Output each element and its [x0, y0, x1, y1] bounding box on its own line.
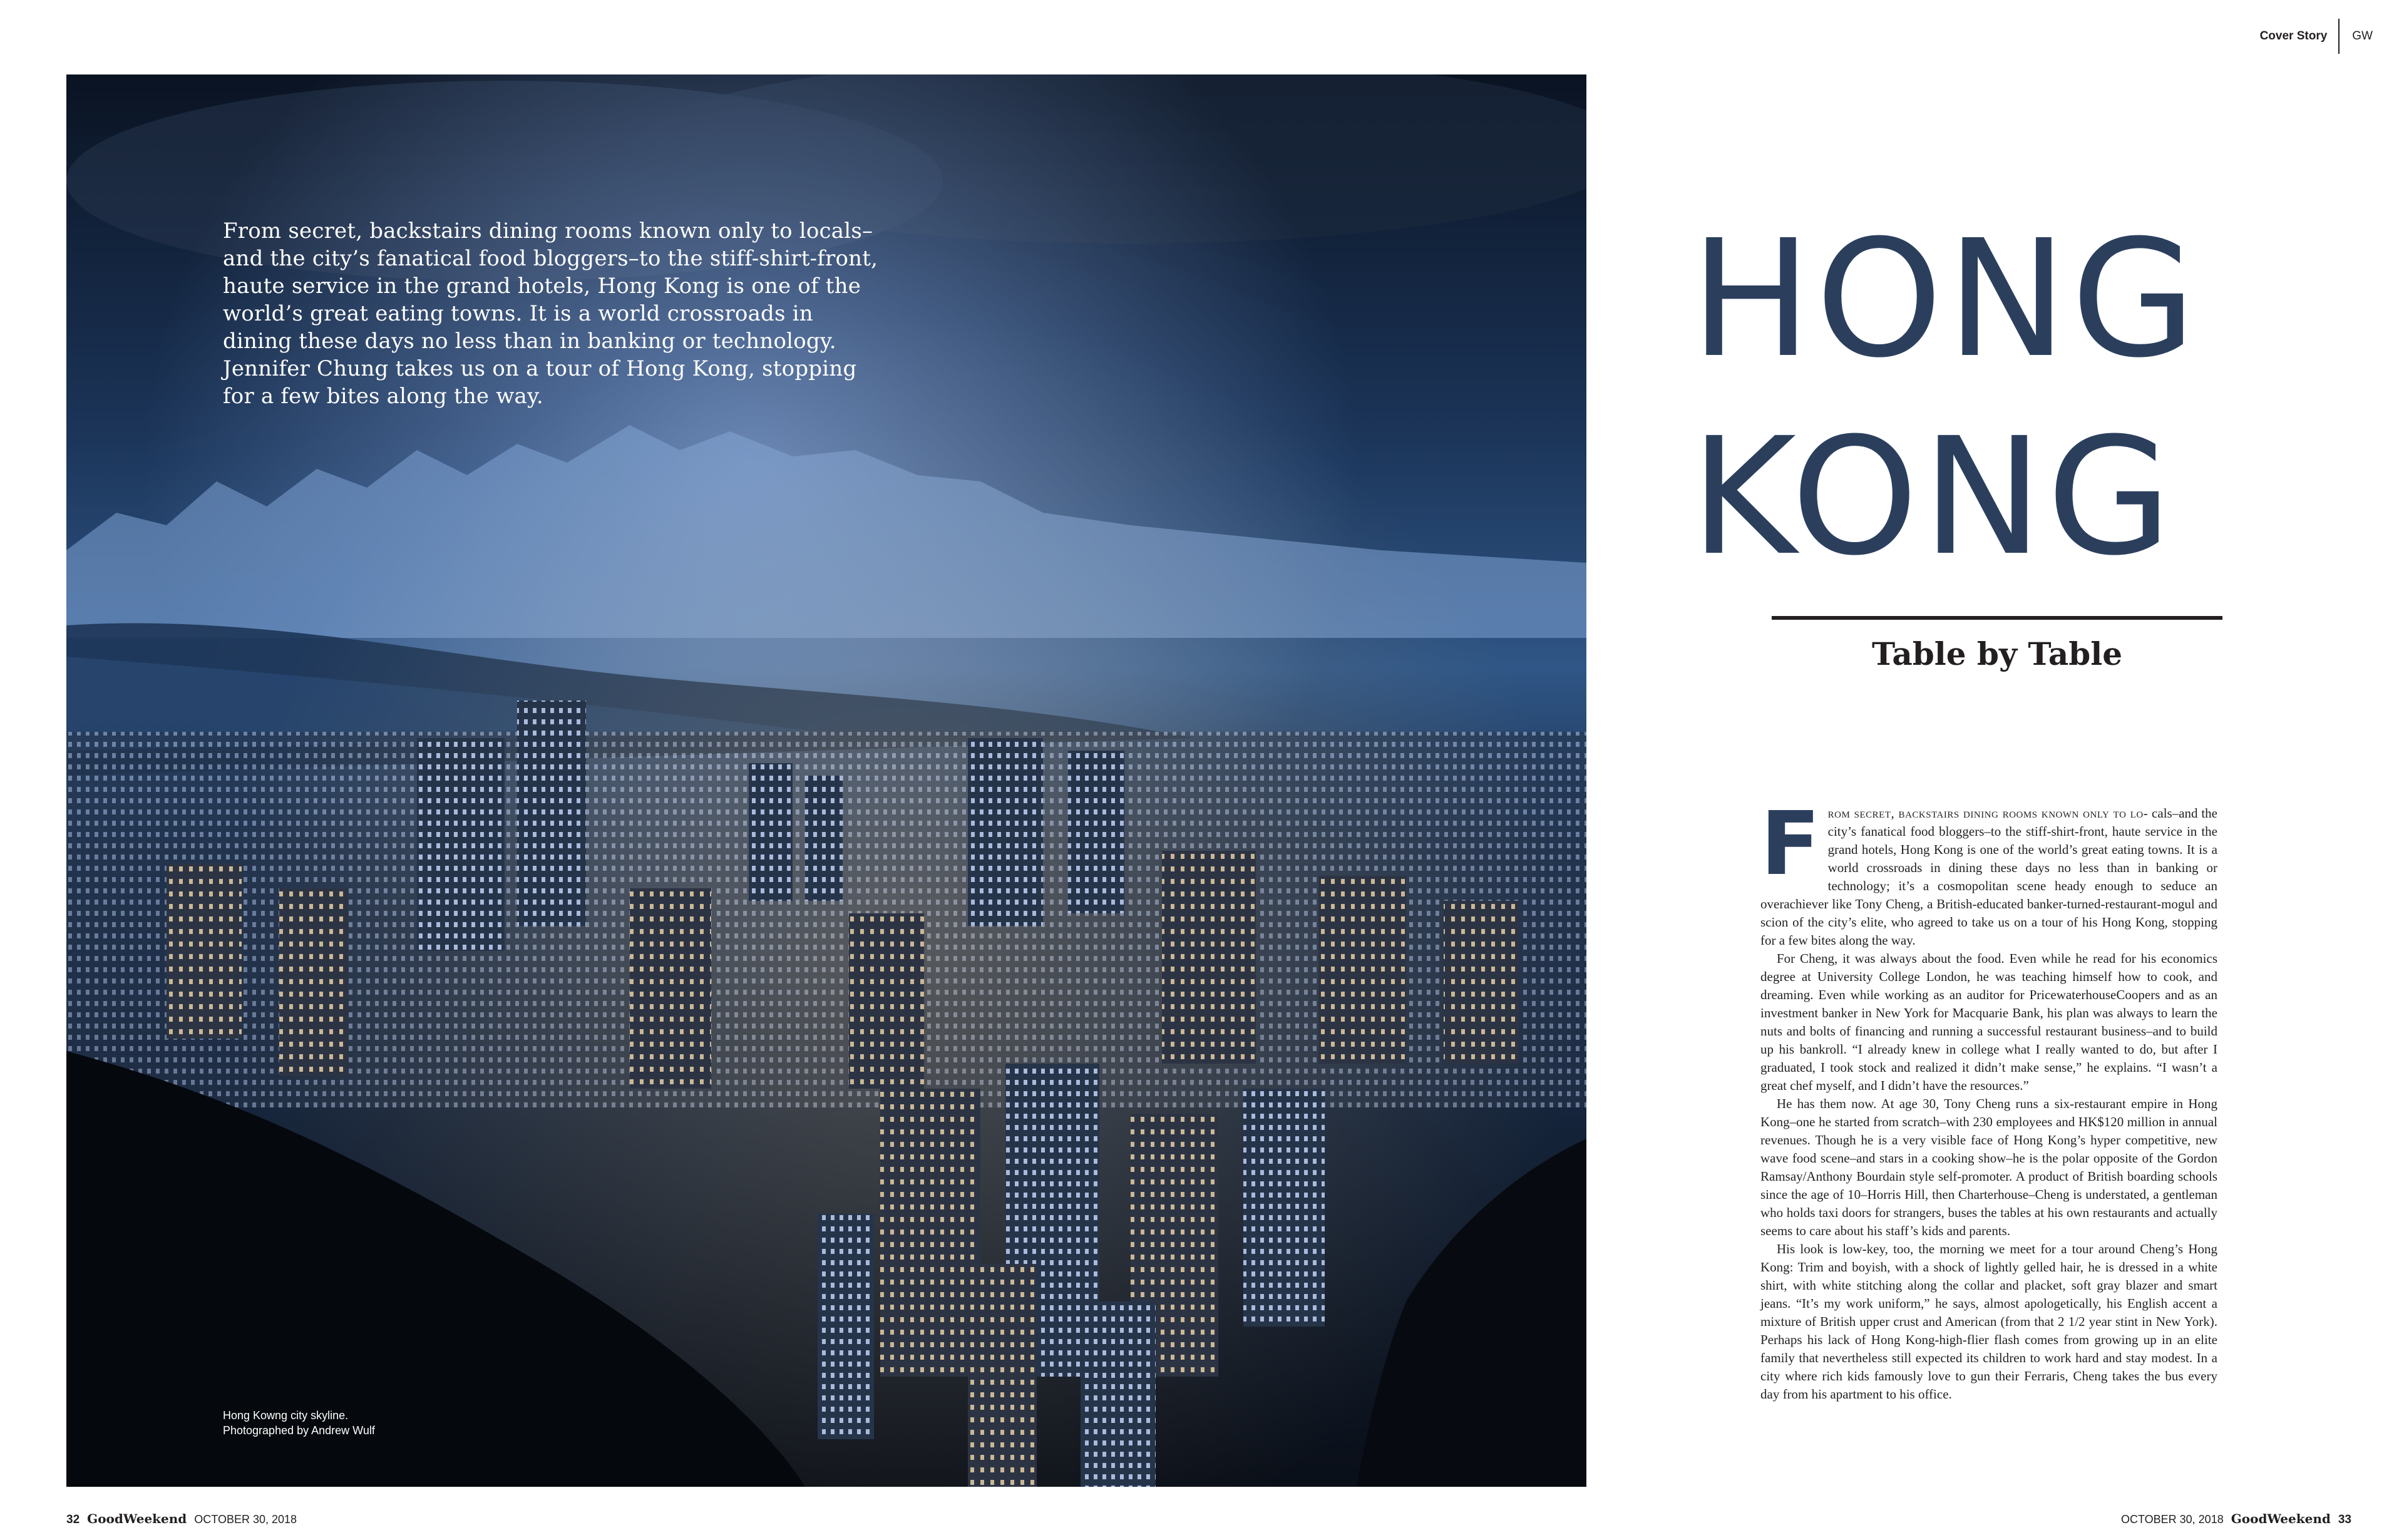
- folio-left: [66, 1511, 297, 1527]
- drop-cap: F: [1760, 793, 1821, 895]
- magazine-name-right: GoodWeekend: [2231, 1511, 2331, 1526]
- title-divider: [1772, 616, 2222, 620]
- lead-in-smallcaps: rom secret, backstairs dining rooms known only to lo-: [1827, 806, 2149, 821]
- photo-intro-text: From secret, backstairs dining rooms known only to locals–and the city’s fanatical food bloggers–to the stiff-shirt-front, haute service in the grand hotels, Hong Kong is one of the world’s great eating towns. It is a world crossroads in dining these days no less than in banking or technology. Jennifer Chung takes us on a tour of Hong Kong, stopping for a few bites along the way.: [223, 218, 878, 409]
- article-paragraph-2: For Cheng, it was always about the food. Even while he read for his economics degree at University College London, he was teaching himself how to cook, and dreaming. Even while working as an auditor for PricewaterhouseCoopers and as an investment banker in New York for Macquarie Bank, his plan was always to learn the nuts and bolts of financing and running a successful restaurant business–and to build up his bankroll. “I already knew in college what I really wanted to do, but after I graduated, I took stock and realized it didn’t make sense,” he explains. “I wasn’t a great chef myself, and I didn’t have the resources.”: [1760, 951, 2217, 1093]
- article-body: [1760, 793, 2217, 1404]
- article-paragraph-1: [1760, 793, 2217, 950]
- issue-date-left: OCTOBER 30, 2018: [194, 1513, 297, 1526]
- article-paragraph-3: He has them now. At age 30, Tony Cheng runs a six-restaurant empire in Hong Kong–one he started from scratch–with 230 employees and HK$120 million in annual revenues. Though he is a very visible face of Hong Kong’s hyper competitive, new wave food scene–and stars in a cooking show–he is the polar opposite of the Gordon Ramsay/Anthony Bourdain style self-promoter. A product of British boarding schools since the age of 10–Horris Hill, then Charterhouse–Cheng is understated, a gentleman who holds taxi doors for strangers, buses the tables at his own restaurants and actually seems to care about his staff’s kids and parents.: [1760, 1096, 2217, 1238]
- folio-right: [2121, 1511, 2351, 1527]
- paragraph-1-rest: cals–and the city’s fanatical food bloggers–to the stiff-shirt-front, haute service in the grand hotels, Hong Kong is one of the world’s great eating towns. It is a world crossroads in dining these days no less than in banking or technology; it’s a cosmopolitan scene heady enough to seduce an overachiever like Tony Cheng, a British-educated banker-turned-restaurant-mogul and scion of the city’s elite, who agreed to take us on a tour of his Hong Kong, stopping for a few bites along the way.: [1760, 806, 2217, 948]
- title-line-2: KONG: [1690, 403, 2176, 591]
- photo-caption: Hong Kowng city skyline. Photographed by Andrew Wulf: [223, 1409, 375, 1437]
- running-head: [2260, 19, 2373, 54]
- magazine-name-left: GoodWeekend: [87, 1511, 187, 1526]
- hong-kong-skyline-photo: [66, 74, 1586, 1487]
- title-line-1: HONG: [1690, 205, 2200, 393]
- page-number-left: 32: [66, 1513, 80, 1526]
- magazine-initials: GW: [2352, 29, 2373, 43]
- issue-date-right: OCTOBER 30, 2018: [2120, 1513, 2224, 1526]
- article-title: [1690, 200, 2316, 596]
- article-subtitle: Table by Table: [1872, 635, 2122, 672]
- article-paragraph-4: His look is low-key, too, the morning we meet for a tour around Cheng’s Hong Kong: Trim and boyish, with a shock of lightly gelled hair, he is dressed in a white shirt, with white stitching along the collar and placket, soft gray blazer and smart jeans. “It’s my work uniform,” he says, almost apologetically, his English accent a mixture of British upper crust and American (from that 2 1/2 year stint in New York). Perhaps his lack of Hong Kong-high-flier flash comes from growing up in an elite family that nevertheless still expected its children to work hard and stay modest. In a city where rich kids famously love to gun their Ferraris, Cheng takes the bus every day from his apartment to his office.: [1760, 1241, 2217, 1402]
- page-number-right: 33: [2338, 1513, 2351, 1526]
- section-label: Cover Story: [2259, 29, 2328, 43]
